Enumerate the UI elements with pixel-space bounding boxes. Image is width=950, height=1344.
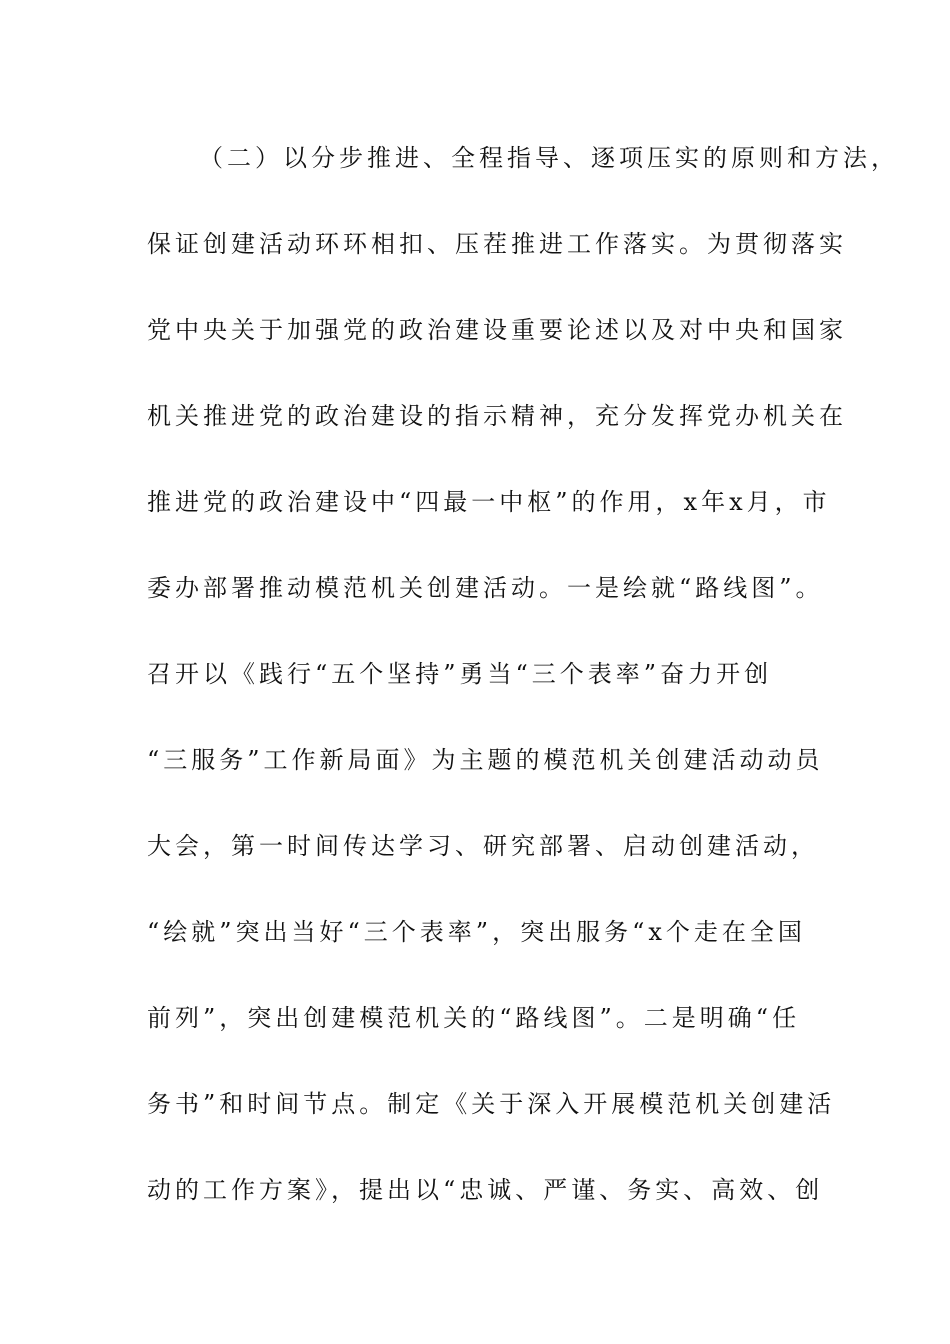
text-line: 党中央关于加强党的政治建设重要论述以及对中央和国家	[147, 316, 847, 344]
text-line: 大会，第一时间传达学习、研究部署、启动创建活动，	[147, 832, 819, 860]
text-line: 召开以《践行“五个坚持”勇当“三个表率”奋力开创	[147, 660, 773, 688]
text-line: 前列”，突出创建模范机关的“路线图”。二是明确“任	[147, 1004, 801, 1032]
text-line: 推进党的政治建设中“四最一中枢”的作用，x年x月，市	[147, 488, 831, 516]
text-line: “绘就”突出当好“三个表率”，突出服务“x个走在全国	[147, 918, 806, 946]
body-paragraph	[147, 133, 899, 1251]
text-line: 务书”和时间节点。制定《关于深入开展模范机关创建活	[147, 1090, 836, 1118]
text-line: “三服务”工作新局面》为主题的模范机关创建活动动员	[147, 746, 824, 774]
text-line: 委办部署推动模范机关创建活动。一是绘就“路线图”。	[147, 574, 824, 602]
text-line: 动的工作方案》，提出以“忠诚、严谨、务实、高效、创	[147, 1176, 824, 1204]
text-line: 机关推进党的政治建设的指示精神，充分发挥党办机关在	[147, 402, 847, 430]
text-line: 保证创建活动环环相扣、压茬推进工作落实。为贯彻落实	[147, 230, 847, 258]
text-line: （二）以分步推进、全程指导、逐项压实的原则和方法，	[199, 144, 899, 172]
